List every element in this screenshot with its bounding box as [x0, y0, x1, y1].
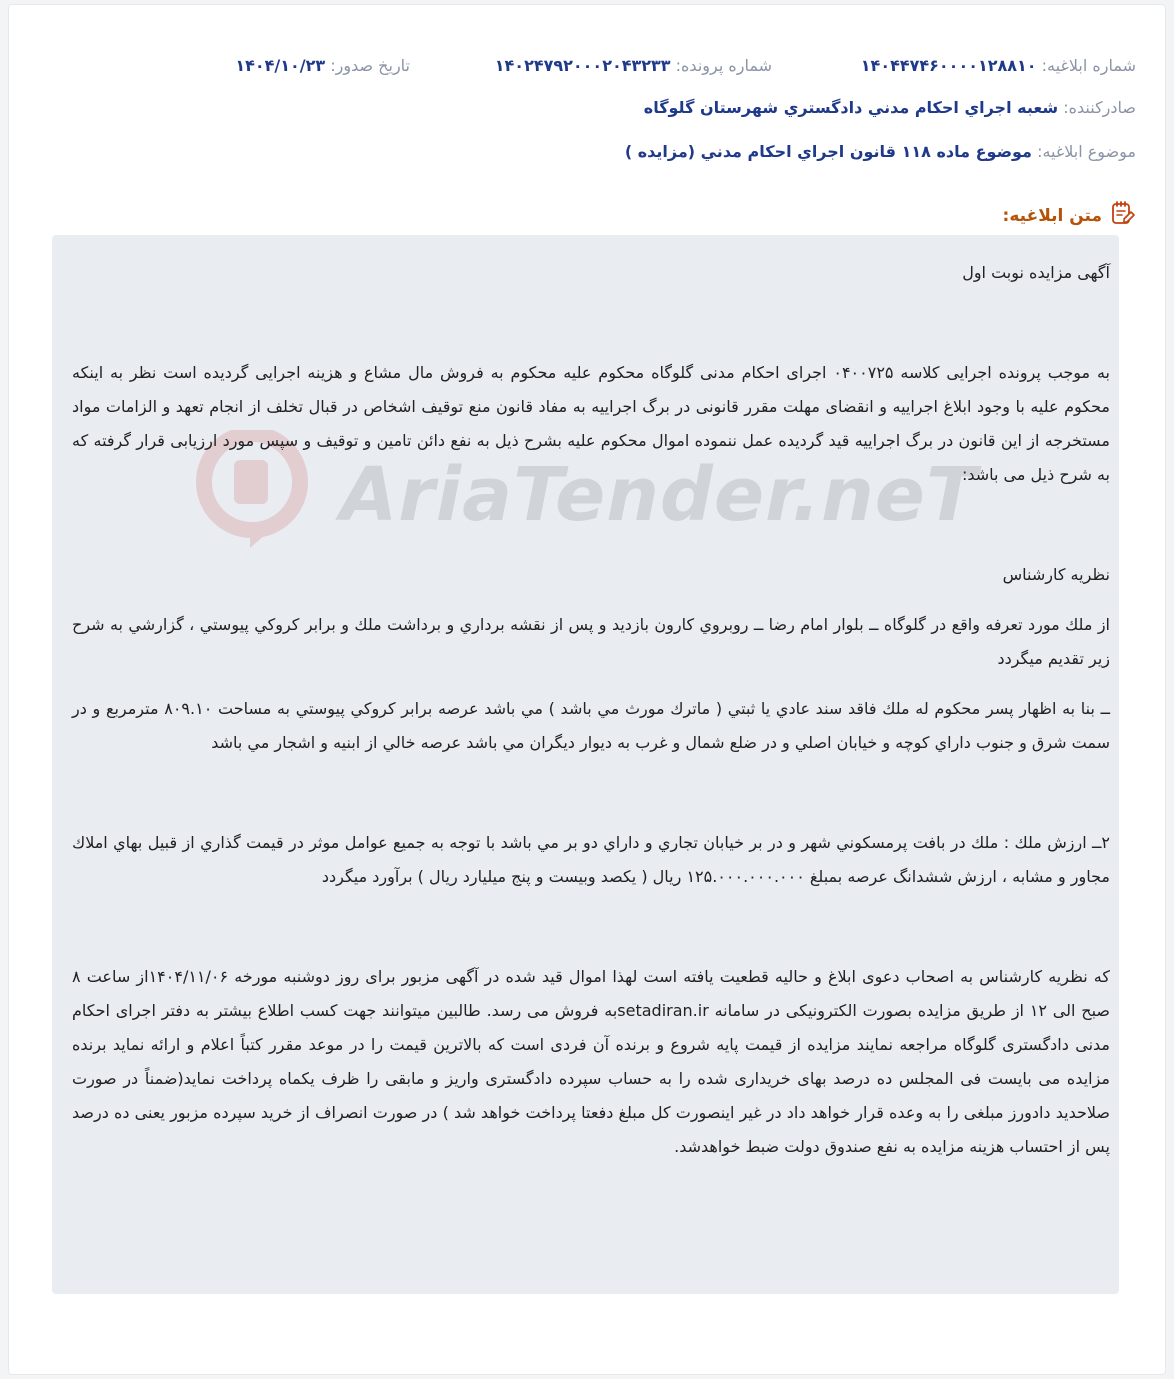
notice-paragraph-intro: به موجب پرونده اجرایی کلاسه ۰۴۰۰۷۲۵ اجرای احکام مدنی گلوگاه محکوم علیه محکوم به فروش مال مشاع و هزینه اجرایی گردیده است نظر به اینکه محکوم علیه با وجود ابلاغ اجراییه و انقضای مهلت مقرر قانونی در برگ اجراییه به مفاد قانون منع توقیف اشخاص در قبال تخلف از انجام تعهد و الزامات مواد مستخرجه از این قانون در برگ اجراییه قید گردیده عمل ننموده اموال محکوم علیه بشرح ذیل به نفع دائن تامین و توقیف و سپس مورد ارزیابی قرار گرفته که به شرح ذیل می باشد: — [72, 363, 1111, 484]
notice-number-value: ۱۴۰۴۴۷۴۶۰۰۰۰۱۲۸۸۱۰ — [860, 56, 1037, 75]
issuer-row — [644, 98, 1136, 117]
expert-opinion-intro: از ملك مورد تعرفه واقع در گلوگاه ــ بلوار امام رضا ــ روبروي كارون بازديد و پس از نقشه برداري و برداشت ملك و برابر كروكي پيوستي ، گزارشي به شرح زير تقديم ميگردد — [72, 615, 1110, 668]
section-title — [1003, 200, 1136, 231]
case-number — [495, 56, 772, 75]
notice-number-label: شماره ابلاغيه: — [1041, 56, 1136, 75]
case-number-label: شماره پرونده: — [675, 56, 772, 75]
notice-number — [861, 56, 1136, 75]
case-number-value: ۱۴۰۲۴۷۹۲۰۰۰۲۰۴۳۲۳۳ — [494, 56, 671, 75]
notice-heading: آگهی مزایده نوبت اول — [962, 263, 1110, 282]
issue-date — [235, 56, 410, 75]
auction-terms: که نظریه کارشناس به اصحاب دعوی ابلاغ و حالیه قطعیت یافته است لهذا اموال قید شده در آگهی مزبور برای روز دوشنبه مورخه ۱۴۰۴/۱۱/۰۶از ساعت ۸ صبح الی ۱۲ از طریق مزایده بصورت الکترونیکی در سامانه setadiran.irبه فروش می رسد. طالبین میتوانند جهت کسب اطلاع بیشتر به دفتر اجرای احکام مدنی دادگستری گلوگاه مراجعه نمایند مزایده از قیمت پایه شروع و برنده آن فردی است که بالاترین قیمت را در موعد مقرر کتباً اعلام و ارائه نماید برنده مزایده می بایست فی المجلس ده درصد بهای خریداری شده را به حساب سپرده دادگستری واریز و مابقی را ظرف یکماه پرداخت نماید(ضمناً در صورت صلاحدید دادورز مبلغی را به وعده قرار خواهد داد در غیر اینصورت کل مبلغ دفعتا پرداخت خواهد شد ) در صورت انصراف از خرید سپرده مزبور یعنی ده درصد پس از احتساب هزینه مزایده به نفع صندوق دولت ضبط خواهدشد. — [72, 967, 1111, 1156]
issuer-label: صادرکننده: — [1063, 98, 1136, 117]
section-title-label: متن ابلاغيه: — [1002, 205, 1102, 226]
issue-date-value: ۱۴۰۴/۱۰/۲۳ — [235, 56, 326, 75]
expert-opinion-heading: نظریه کارشناس — [1002, 565, 1110, 584]
property-value: ۲ــ ارزش ملك : ملك در بافت پرمسكوني شهر و در بر خيابان تجاري و داراي دو بر مي باشد با توجه به جميع عوامل موثر در قيمت گذاري از قبيل بهاي املاك مجاور و مشابه ، ارزش ششدانگ عرصه بمبلغ ۱۲۵.۰۰۰.۰۰۰.۰۰۰ ريال ( يكصد وبيست و پنج ميليارد ريال ) برآورد ميگردد — [72, 833, 1110, 886]
subject-row — [625, 142, 1136, 161]
issuer-value: شعبه اجراي احکام مدني دادگستري شهرستان گلوگاه — [643, 98, 1059, 117]
subject-label: موضوع ابلاغيه: — [1037, 142, 1136, 161]
meta-row — [220, 56, 1136, 84]
subject-value: موضوع ماده ۱۱۸ قانون اجراي احکام مدني (مزايده ) — [624, 142, 1032, 161]
document-edit-icon — [1110, 200, 1136, 231]
property-description: ــ بنا به اظهار پسر محكوم له ملك فاقد سند عادي يا ثبتي ( ماترك مورث مي باشد ) مي باشد عرصه برابر كروكي پيوستي به مساحت ۸۰۹.۱۰ مترمربع و در سمت شرق و جنوب داراي كوچه و خيابان اصلي و در ضلع شمال و غرب به ديوار ديگران مي باشد عرصه خالي از ابنيه و اشجار مي باشد — [72, 699, 1111, 752]
issue-date-label: تاریخ صدور: — [330, 56, 410, 75]
